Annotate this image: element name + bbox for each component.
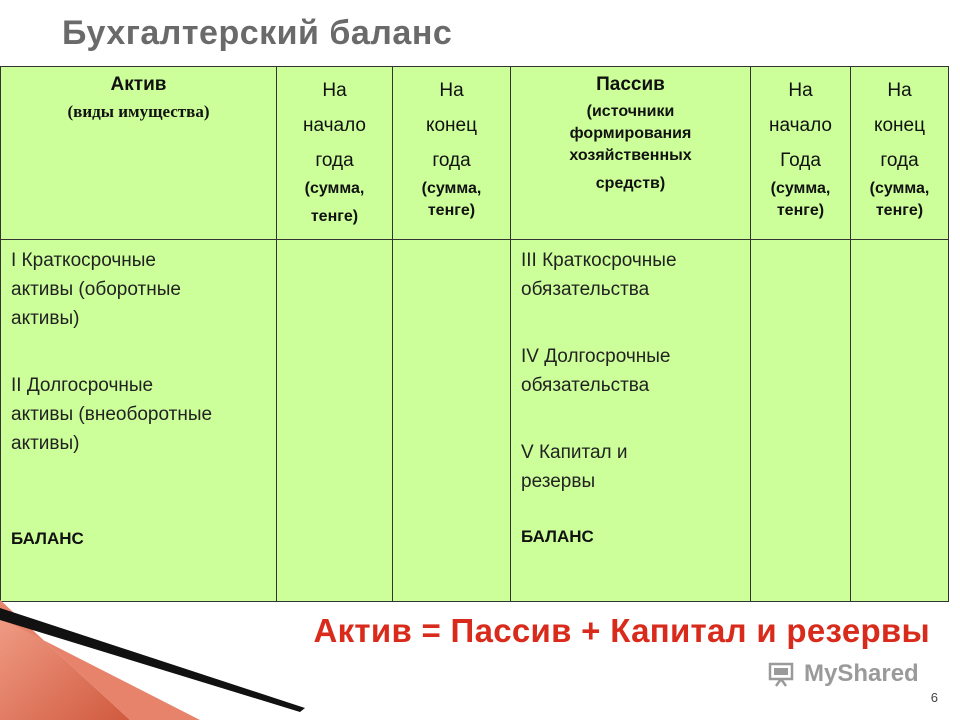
header-text: (источники <box>586 103 675 120</box>
item-text: III Краткосрочные <box>521 250 677 271</box>
item-text: резервы <box>521 471 596 492</box>
passiv-end-value <box>851 240 949 602</box>
item-text: активы (оборотные <box>11 279 181 300</box>
aktiv-item-1 <box>11 246 266 333</box>
presentation-icon <box>768 661 798 687</box>
aktiv-items-cell <box>1 240 277 602</box>
header-aktiv <box>1 67 277 240</box>
header-text: формирования <box>569 125 692 142</box>
passiv-items-cell <box>511 240 751 602</box>
header-passiv-start <box>751 67 851 240</box>
item-text: обязательства <box>521 375 650 396</box>
header-text: начало <box>303 115 366 136</box>
aktiv-title: Актив <box>110 74 167 95</box>
header-text: На <box>887 80 912 101</box>
aktiv-item-2 <box>11 371 266 458</box>
header-text: тенге) <box>310 208 359 225</box>
item-text: активы) <box>11 308 80 329</box>
item-text: IV Долгосрочные <box>521 346 671 367</box>
header-text: года <box>880 150 919 171</box>
header-text: (сумма, <box>770 180 831 197</box>
page-number: 6 <box>930 690 938 705</box>
header-text: На <box>322 80 347 101</box>
header-text: года <box>432 150 471 171</box>
header-text: средств) <box>595 175 666 192</box>
aktiv-subtitle: (виды имущества) <box>67 102 210 121</box>
header-text: (сумма, <box>304 180 365 197</box>
header-text: конец <box>425 115 478 136</box>
body-row <box>1 240 949 602</box>
passiv-total: БАЛАНС <box>521 527 594 546</box>
item-text: обязательства <box>521 279 650 300</box>
aktiv-start-value <box>277 240 393 602</box>
header-row <box>1 67 949 240</box>
passiv-item-5 <box>521 438 740 496</box>
header-text: тенге) <box>875 202 924 219</box>
header-passiv-end <box>851 67 949 240</box>
passiv-item-3 <box>521 246 740 304</box>
header-aktiv-end <box>393 67 511 240</box>
header-text: тенге) <box>427 202 476 219</box>
brand-watermark <box>768 660 919 688</box>
header-text: (сумма, <box>869 180 930 197</box>
decorative-swoosh <box>0 600 340 720</box>
header-text: конец <box>873 115 926 136</box>
item-text: I Краткосрочные <box>11 250 156 271</box>
passiv-start-value <box>751 240 851 602</box>
header-text: хозяйственных <box>569 147 692 164</box>
brand-name: MyShared <box>804 660 919 687</box>
item-text: II Долгосрочные <box>11 375 154 396</box>
header-text: (сумма, <box>421 180 482 197</box>
item-text: активы) <box>11 433 80 454</box>
header-text: На <box>788 80 813 101</box>
passiv-item-4 <box>521 342 740 400</box>
balance-table <box>0 66 949 602</box>
header-text: На <box>439 80 464 101</box>
aktiv-total: БАЛАНС <box>11 529 84 548</box>
item-text: активы (внеоборотные <box>11 404 213 425</box>
balance-formula: Актив = Пассив + Капитал и резервы <box>313 612 930 649</box>
header-text: Года <box>780 150 821 171</box>
header-passiv <box>511 67 751 240</box>
aktiv-end-value <box>393 240 511 602</box>
header-text: года <box>315 150 354 171</box>
item-text: V Капитал и <box>521 442 628 463</box>
slide-title: Бухгалтерский баланс <box>62 14 453 52</box>
header-text: начало <box>769 115 832 136</box>
header-text: тенге) <box>776 202 825 219</box>
passiv-title: Пассив <box>596 74 665 95</box>
header-aktiv-start <box>277 67 393 240</box>
